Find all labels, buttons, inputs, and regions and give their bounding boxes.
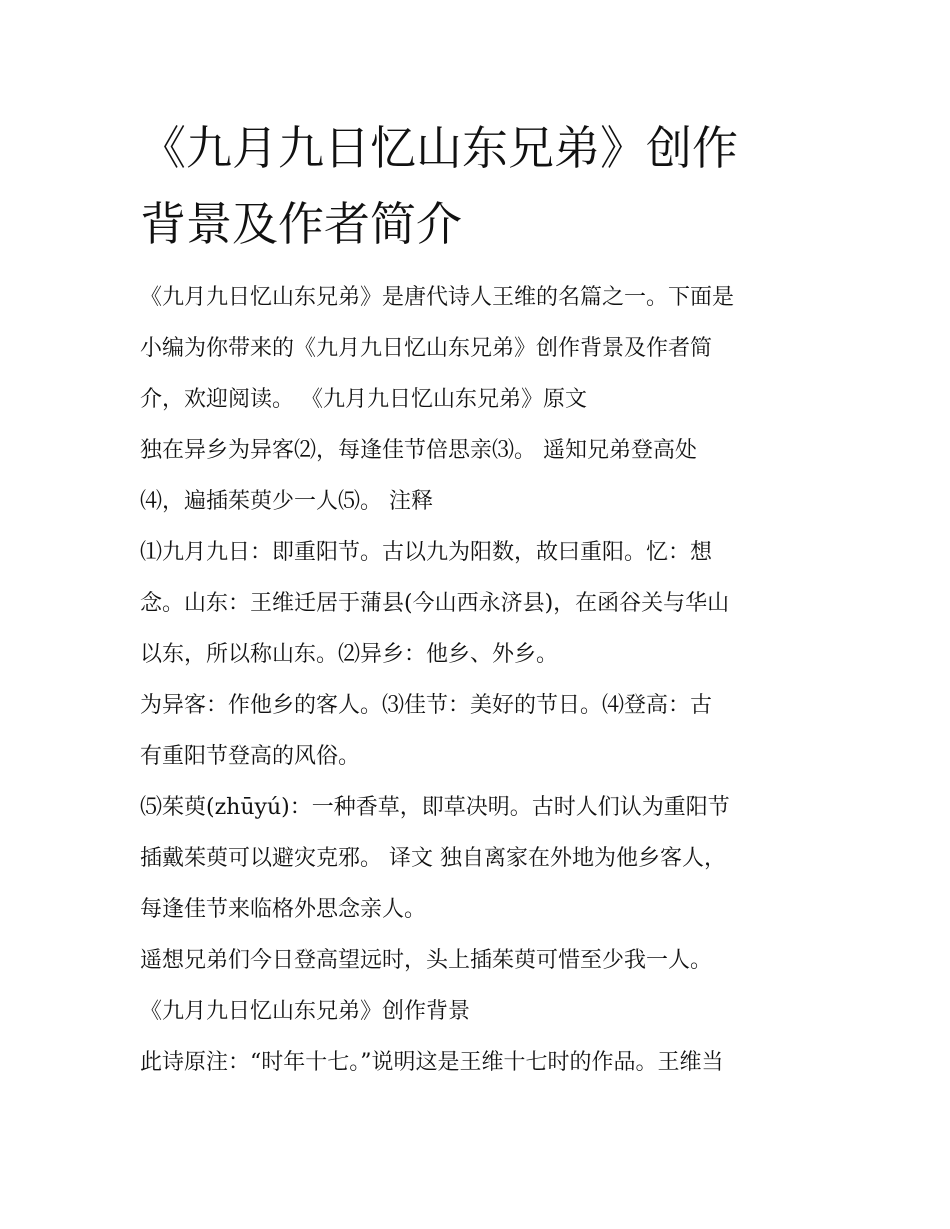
title-line-1: 《九月九日忆山东兄弟》创作 <box>140 121 738 175</box>
body-line: 每逢佳节来临格外思念亲人。 <box>140 897 427 922</box>
body-line: ⑸茱萸(zhūyú)：一种香草，即草决明。古时人们认为重阳节 <box>140 795 730 820</box>
body-line: ⑴九月九日：即重阳节。古以九为阳数，故曰重阳。忆：想 <box>140 540 713 565</box>
body-line: 此诗原注：“时年十七。”说明这是王维十七时的作品。王维当 <box>140 1050 724 1075</box>
title-line-2: 背景及作者简介 <box>140 197 462 251</box>
body-line: 介，欢迎阅读。 《九月九日忆山东兄弟》原文 <box>140 387 587 412</box>
body-line: 《九月九日忆山东兄弟》是唐代诗人王维的名篇之一。下面是 <box>140 285 735 310</box>
body-line: 小编为你带来的《九月九日忆山东兄弟》创作背景及作者简 <box>140 336 713 361</box>
document-body <box>140 272 820 1088</box>
body-line: 为异客：作他乡的客人。⑶佳节：美好的节日。⑷登高：古 <box>140 693 713 718</box>
body-line: 插戴茱萸可以避灾克邪。 译文 独自离家在外地为他乡客人， <box>140 846 726 871</box>
body-line: 念。山东：王维迁居于蒲县(今山西永济县)，在函谷关与华山 <box>140 591 730 616</box>
document-title <box>140 110 820 262</box>
body-line: 有重阳节登高的风俗。 <box>140 744 361 769</box>
body-line: 遥想兄弟们今日登高望远时，头上插茱萸可惜至少我一人。 <box>140 948 713 973</box>
section-heading: 《九月九日忆山东兄弟》创作背景 <box>140 999 471 1024</box>
document-page <box>140 110 820 1088</box>
body-line: 独在异乡为异客⑵，每逢佳节倍思亲⑶。 遥知兄弟登高处 <box>140 438 697 463</box>
body-line: ⑷，遍插茱萸少一人⑸。 注释 <box>140 489 433 514</box>
body-line: 以东，所以称山东。⑵异乡：他乡、外乡。 <box>140 642 559 667</box>
